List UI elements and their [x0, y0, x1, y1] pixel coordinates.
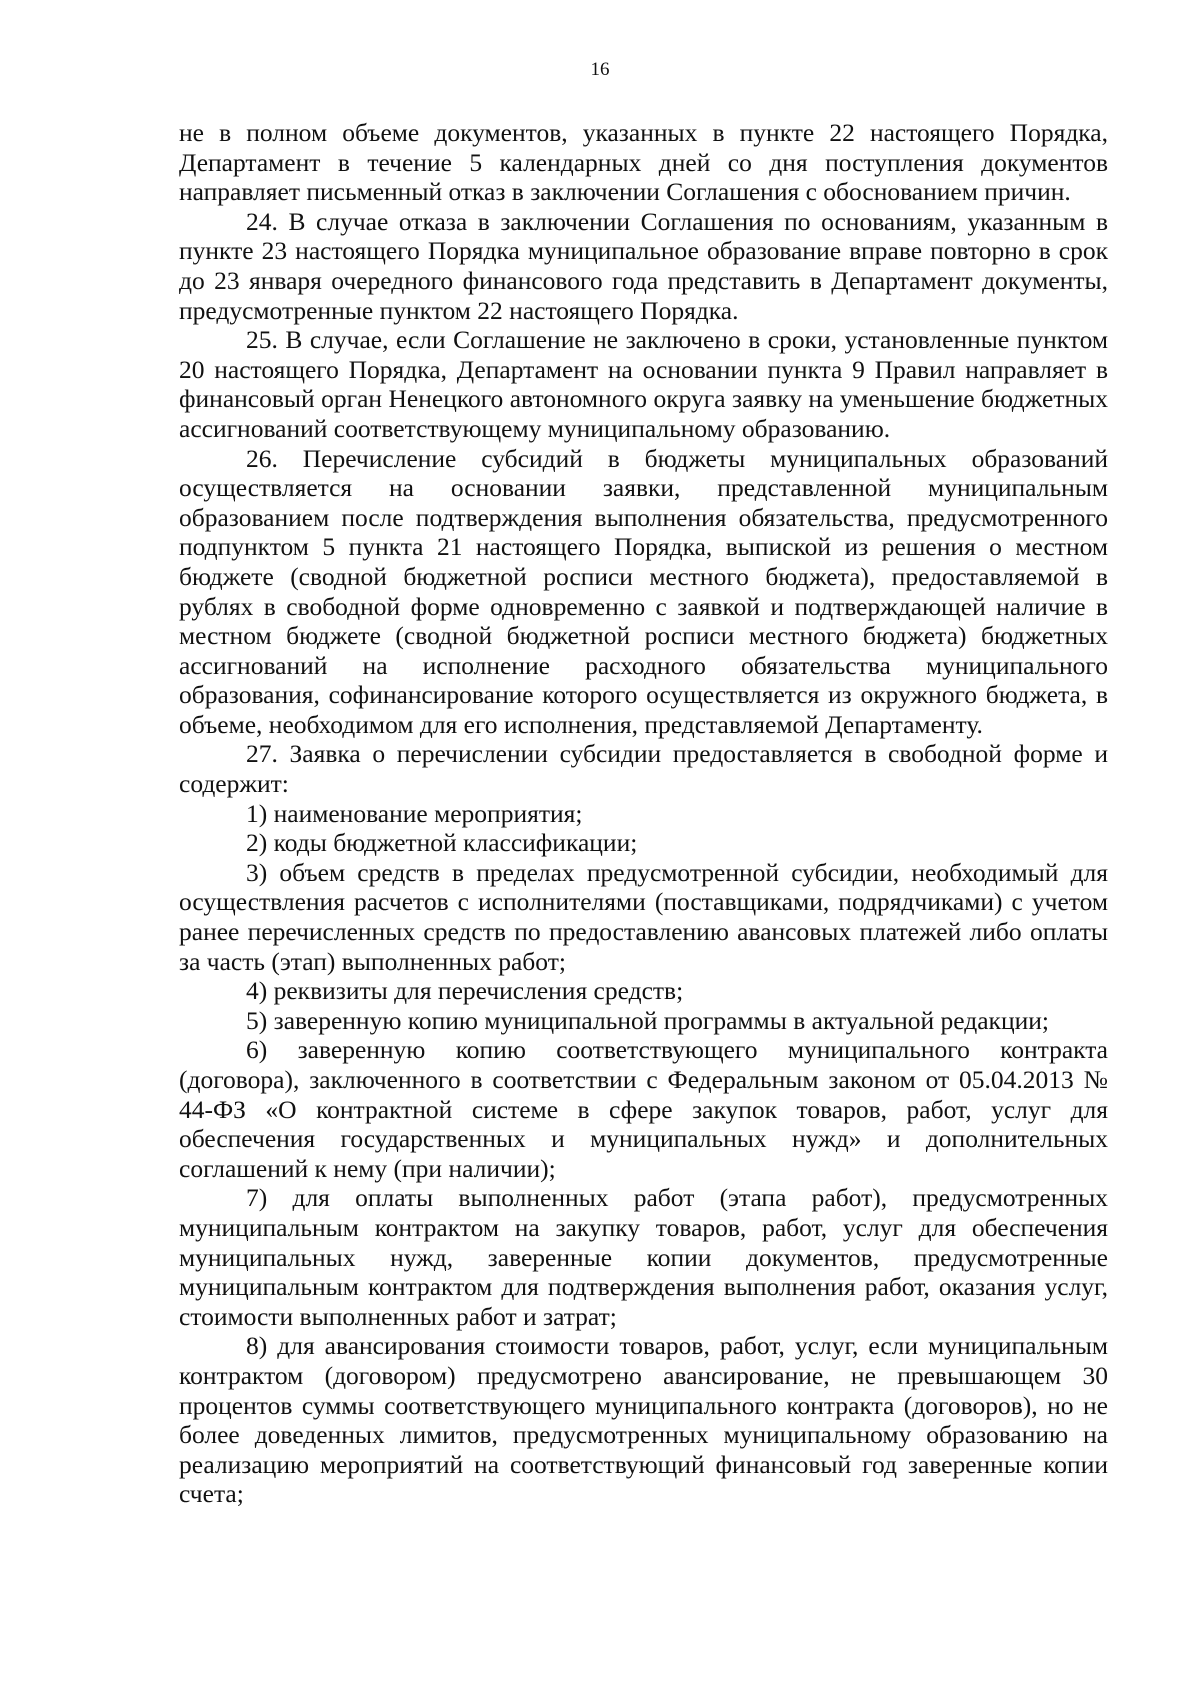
list-item-4: 4) реквизиты для перечисления средств;: [246, 976, 684, 1006]
list-item-2: 2) коды бюджетной классификации;: [246, 828, 638, 858]
paragraph-26: 26. Перечисление субсидий в бюджеты муниципальных образований осуществляется на основании заявки, представленной муниципальным образованием после подтверждения выполнения обязательства, предусмотренного подпунктом 5 пункта 21 настоящего Порядка, выпиской из решения о местном бюджете (сводной бюджетной росписи местного бюджета), предоставляемой в рублях в свободной форме одновременно с заявкой и подтверждающей наличие в местном бюджете (сводной бюджетной росписи местного бюджета) бюджетных ассигнований на исполнение расходного обязательства муниципального образования, софинансирование которого осуществляется из окружного бюджета, в объеме, необходимом для его исполнения, представляемой Департаменту.: [179, 443, 1108, 739]
document-body: [179, 118, 1108, 1509]
paragraph-27: 27. Заявка о перечислении субсидии предоставляется в свободной форме и содержит:: [179, 739, 1108, 799]
list-item-3: 3) объем средств в пределах предусмотренной субсидии, необходимый для осуществления расчетов с исполнителями (поставщиками, подрядчиками) с учетом ранее перечисленных средств по предоставлению авансовых платежей либо оплаты за часть (этап) выполненных работ;: [179, 857, 1108, 976]
paragraph-continuation: не в полном объеме документов, указанных в пункте 22 настоящего Порядка, Департамент в течение 5 календарных дней со дня поступления документов направляет письменный отказ в заключении Соглашения с обоснованием причин.: [179, 118, 1108, 207]
list-item-6: 6) заверенную копию соответствующего муниципального контракта (договора), заключенного в соответствии с Федеральным законом от 05.04.2013 № 44-ФЗ «О контрактной системе в сфере закупок товаров, работ, услуг для обеспечения государственных и муниципальных нужд» и дополнительных соглашений к нему (при наличии);: [179, 1035, 1108, 1183]
list-item-7: 7) для оплаты выполненных работ (этапа работ), предусмотренных муниципальным контрактом на закупку товаров, работ, услуг для обеспечения муниципальных нужд, заверенные копии документов, предусмотренные муниципальным контрактом для подтверждения выполнения работ, оказания услуг, стоимости выполненных работ и затрат;: [179, 1183, 1108, 1331]
paragraph-24: 24. В случае отказа в заключении Соглашения по основаниям, указанным в пункте 23 настоящего Порядка муниципальное образование вправе повторно в срок до 23 января очередного финансового года представить в Департамент документы, предусмотренные пунктом 22 настоящего Порядка.: [179, 206, 1108, 325]
list-item-8: 8) для авансирования стоимости товаров, работ, услуг, если муниципальным контрактом (договором) предусмотрено авансирование, не превышающем 30 процентов суммы соответствующего муниципального контракта (договоров), но не более доведенных лимитов, предусмотренных муниципальному образованию на реализацию мероприятий на соответствующий финансовый год заверенные копии счета;: [179, 1331, 1108, 1509]
page-number: 16: [590, 59, 610, 80]
list-item-5: 5) заверенную копию муниципальной программы в актуальной редакции;: [246, 1005, 1049, 1035]
paragraph-25: 25. В случае, если Соглашение не заключено в сроки, установленные пунктом 20 настоящего Порядка, Департамент на основании пункта 9 Правил направляет в финансовый орган Ненецкого автономного округа заявку на уменьшение бюджетных ассигнований соответствующему муниципальному образованию.: [179, 325, 1108, 443]
list-item-1: 1) наименование мероприятия;: [246, 798, 583, 828]
